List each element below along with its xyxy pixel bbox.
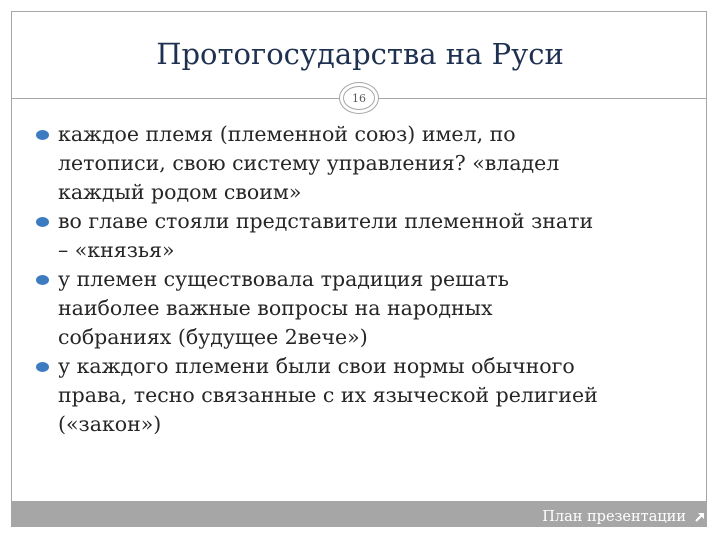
presentation-plan-label: План презентации [542,509,686,525]
slide-title: Протогосударства на Руси [156,37,564,71]
bullet-line: наиболее важные вопросы на народных [58,296,493,320]
bullet-item [34,207,694,265]
bullet-dot-icon [36,130,49,140]
bullet-list [34,120,694,439]
page-number: 16 [343,86,375,110]
bullet-line: каждое племя (племенной союз) имел, по [58,122,516,146]
bullet-item [34,120,694,207]
bullet-dot-icon [36,362,49,372]
bullet-item [34,352,694,439]
arrow-up-right-icon [694,511,706,523]
bullet-line: каждый родом своим» [58,180,302,204]
bullet-line: у каждого племени были свои нормы обычного [58,354,575,378]
bullet-dot-icon [36,217,49,227]
bullet-line: («закон») [58,412,162,436]
bullet-item [34,265,694,352]
page-number-badge [339,82,379,114]
bullet-line: – «князья» [58,238,175,262]
bullet-line: летописи, свою систему управления? «владел [58,151,560,175]
bullet-line: во главе стояли представители племенной знати [58,209,594,233]
presentation-plan-link[interactable] [542,507,706,527]
bullet-line: у племен существовала традиция решать [58,267,509,291]
bullet-line: права, тесно связанные с их языческой религией [58,383,598,407]
bullet-dot-icon [36,275,49,285]
bullet-line: собраниях (будущее 2вече») [58,325,368,349]
